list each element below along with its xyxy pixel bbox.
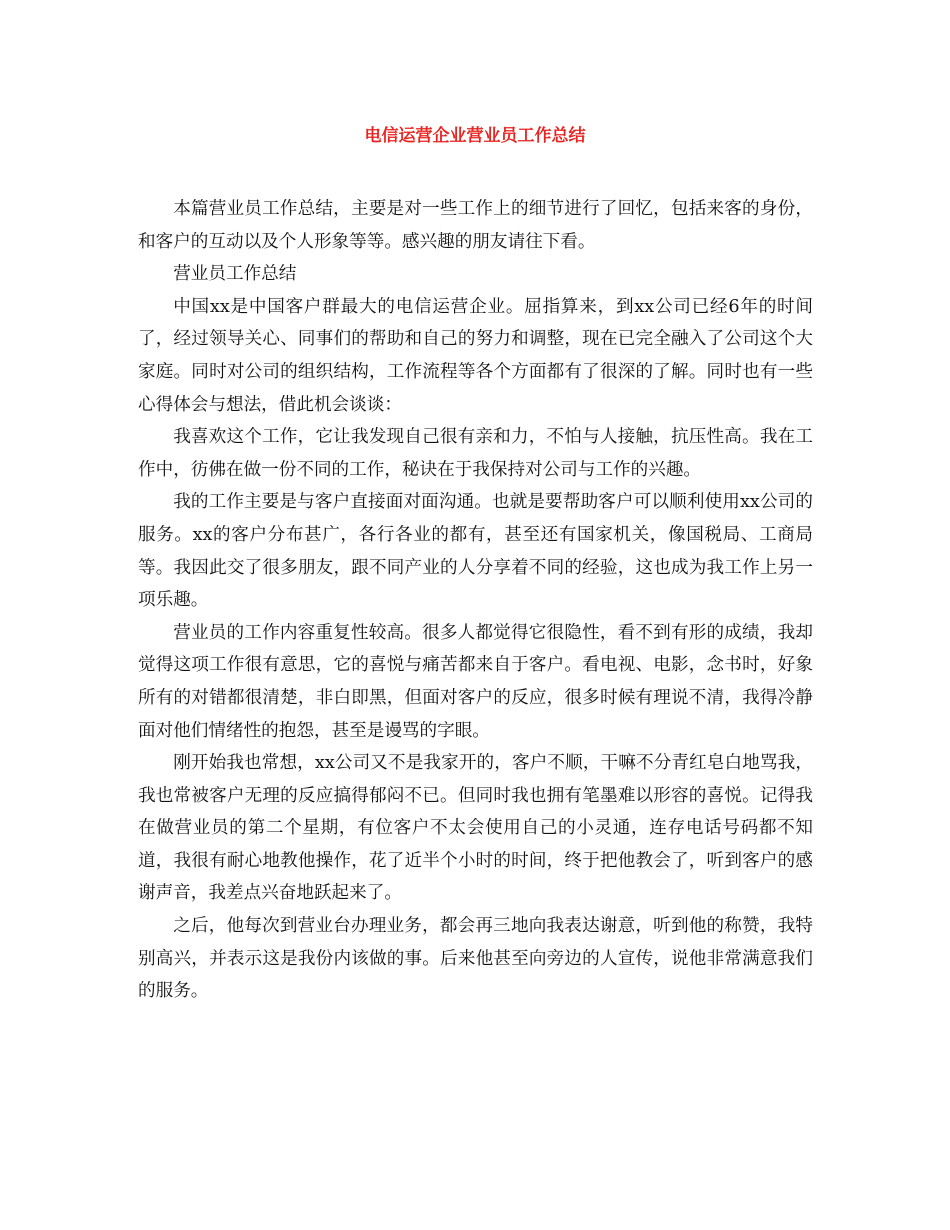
paragraph-subheading: 营业员工作总结 — [173, 264, 297, 285]
paragraph-like-job: 我喜欢这个工作，它让我发现自己很有亲和力，不怕与人接触，抗压性高。我在工作中，彷佛在做一份不同的工作，秘诀在于我保持对公司与工作的兴趣。 — [138, 427, 813, 480]
paragraph-company: 中国xx是中国客户群最大的电信运营企业。屈指算来，到xx公司已经6年的时间了，经过领导关心、同事们的帮助和自己的努力和调整，现在已完全融入了公司这个大家庭。同时对公司的组织结构，工作流程等各个方面都有了很深的了解。同时也有一些心得体会与想法，借此机会谈谈： — [138, 296, 813, 415]
paragraph-beginning: 刚开始我也常想，xx公司又不是我家开的，客户不顺，干嘛不分青红皂白地骂我，我也常被客户无理的反应搞得郁闷不已。但同时我也拥有笔墨难以形容的喜悦。记得我在做营业员的第二个星期，有位客户不太会使用自己的小灵通，连存电话号码都不知道，我很有耐心地教他操作，花了近半个小时的时间，终于把他教会了，听到客户的感谢声音，我差点兴奋地跃起来了。 — [138, 753, 813, 904]
paragraph-intro: 本篇营业员工作总结，主要是对一些工作上的细节进行了回忆，包括来客的身份，和客户的互动以及个人形象等等。感兴趣的朋友请往下看。 — [138, 199, 813, 252]
paragraph-afterwards: 之后，他每次到营业台办理业务，都会再三地向我表达谢意，听到他的称赞，我特别高兴，并表示这是我份内该做的事。后来他甚至向旁边的人宣传，说他非常满意我们的服务。 — [138, 916, 813, 1002]
document-title: 电信运营企业营业员工作总结 — [364, 126, 586, 146]
paragraph-communication: 我的工作主要是与客户直接面对面沟通。也就是要帮助客户可以顺利使用xx公司的服务。xx的客户分布甚广，各行各业的都有，甚至还有国家机关，像国税局、工商局等。我因此交了很多朋友，跟不同产业的人分享着不同的经验，这也成为我工作上另一项乐趣。 — [138, 492, 813, 611]
paragraph-repetitive: 营业员的工作内容重复性较高。很多人都觉得它很隐性，看不到有形的成绩，我却觉得这项工作很有意思，它的喜悦与痛苦都来自于客户。看电视、电影，念书时，好象所有的对错都很清楚，非白即黑，但面对客户的反应，很多时候有理说不清，我得冷静面对他们情绪性的抱怨，甚至是谩骂的字眼。 — [138, 622, 813, 741]
document-body — [138, 193, 813, 1008]
